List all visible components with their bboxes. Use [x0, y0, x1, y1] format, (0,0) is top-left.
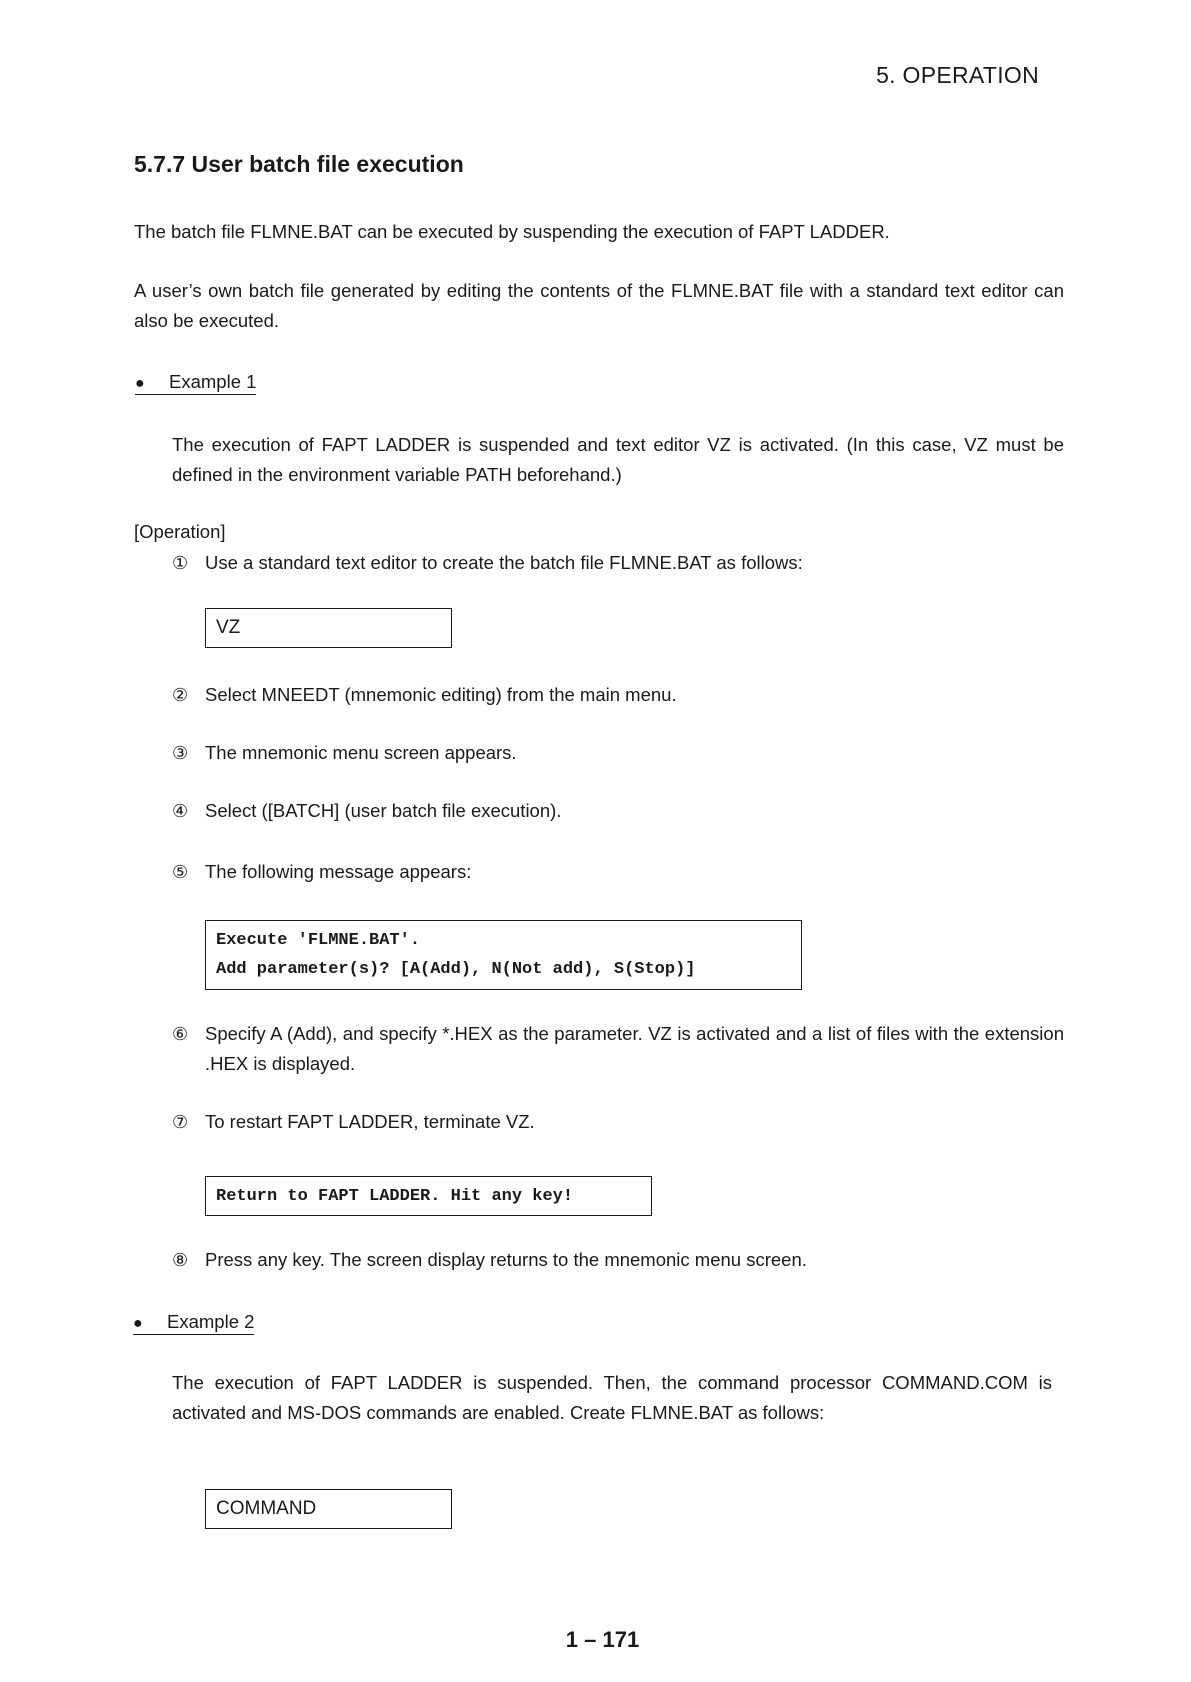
step-text: Press any key. The screen display returns to the mnemonic menu screen.: [205, 1249, 807, 1270]
section-title: 5.7.7 User batch file execution: [134, 151, 464, 177]
bullet-icon: ●: [133, 1315, 143, 1332]
step-8: [172, 1245, 1064, 1275]
screen-message-box: [205, 920, 802, 990]
page-number: 1 – 171: [565, 1627, 640, 1652]
step-number: ④: [172, 801, 189, 821]
return-message-box: Return to FAPT LADDER. Hit any key!: [205, 1176, 652, 1216]
step-1: [172, 548, 1064, 578]
step-text: The following message appears:: [205, 861, 472, 882]
step-6: [172, 1019, 1064, 1079]
step-number: ⑦: [172, 1112, 189, 1132]
step-5: [172, 857, 1064, 887]
step-number: ⑧: [172, 1250, 189, 1270]
step-text: The mnemonic menu screen appears.: [205, 742, 517, 763]
batch-file-content-box: VZ: [205, 608, 452, 648]
step-text: Use a standard text editor to create the batch file FLMNE.BAT as follows:: [205, 552, 803, 573]
step-4: [172, 796, 1064, 826]
example-2-heading: [133, 1311, 254, 1335]
message-line: Execute 'FLMNE.BAT'.: [216, 931, 421, 950]
operation-label: [Operation]: [134, 521, 226, 542]
step-number: ③: [172, 743, 189, 763]
example-2-description: The execution of FAPT LADDER is suspended. Then, the command processor COMMAND.COM is activated and MS-DOS commands are enabled. Create FLMNE.BAT as follows:: [172, 1372, 1052, 1423]
step-number: ②: [172, 685, 189, 705]
intro-paragraph-2: A user’s own batch file generated by editing the contents of the FLMNE.BAT file with a standard text editor can also be executed.: [134, 280, 1064, 331]
intro-paragraph-1: The batch file FLMNE.BAT can be executed by suspending the execution of FAPT LADDER.: [134, 221, 890, 242]
example-1-heading: [135, 371, 256, 395]
example-2-label: Example 2: [167, 1311, 255, 1332]
example-1-description: The execution of FAPT LADDER is suspended and text editor VZ is activated. (In this case, VZ must be defined in the environment variable PATH beforehand.): [172, 434, 1064, 485]
step-text: Select ([BATCH] (user batch file execution).: [205, 800, 562, 821]
step-text: To restart FAPT LADDER, terminate VZ.: [205, 1111, 535, 1132]
step-number: ⑥: [172, 1024, 189, 1044]
step-text: Specify A (Add), and specify *.HEX as the parameter. VZ is activated and a list of files with the extension .HEX is displayed.: [205, 1023, 1064, 1074]
example-1-label: Example 1: [169, 371, 257, 392]
step-7: [172, 1107, 1064, 1137]
step-number: ⑤: [172, 862, 189, 882]
step-2: [172, 680, 1064, 710]
chapter-heading: 5. OPERATION: [876, 62, 1039, 88]
step-text: Select MNEEDT (mnemonic editing) from the main menu.: [205, 684, 677, 705]
step-number: ①: [172, 553, 189, 573]
batch-file-content-box: COMMAND: [205, 1489, 452, 1529]
message-line: Add parameter(s)? [A(Add), N(Not add), S(Stop)]: [216, 960, 696, 979]
step-3: [172, 738, 1064, 768]
bullet-icon: ●: [135, 375, 145, 392]
